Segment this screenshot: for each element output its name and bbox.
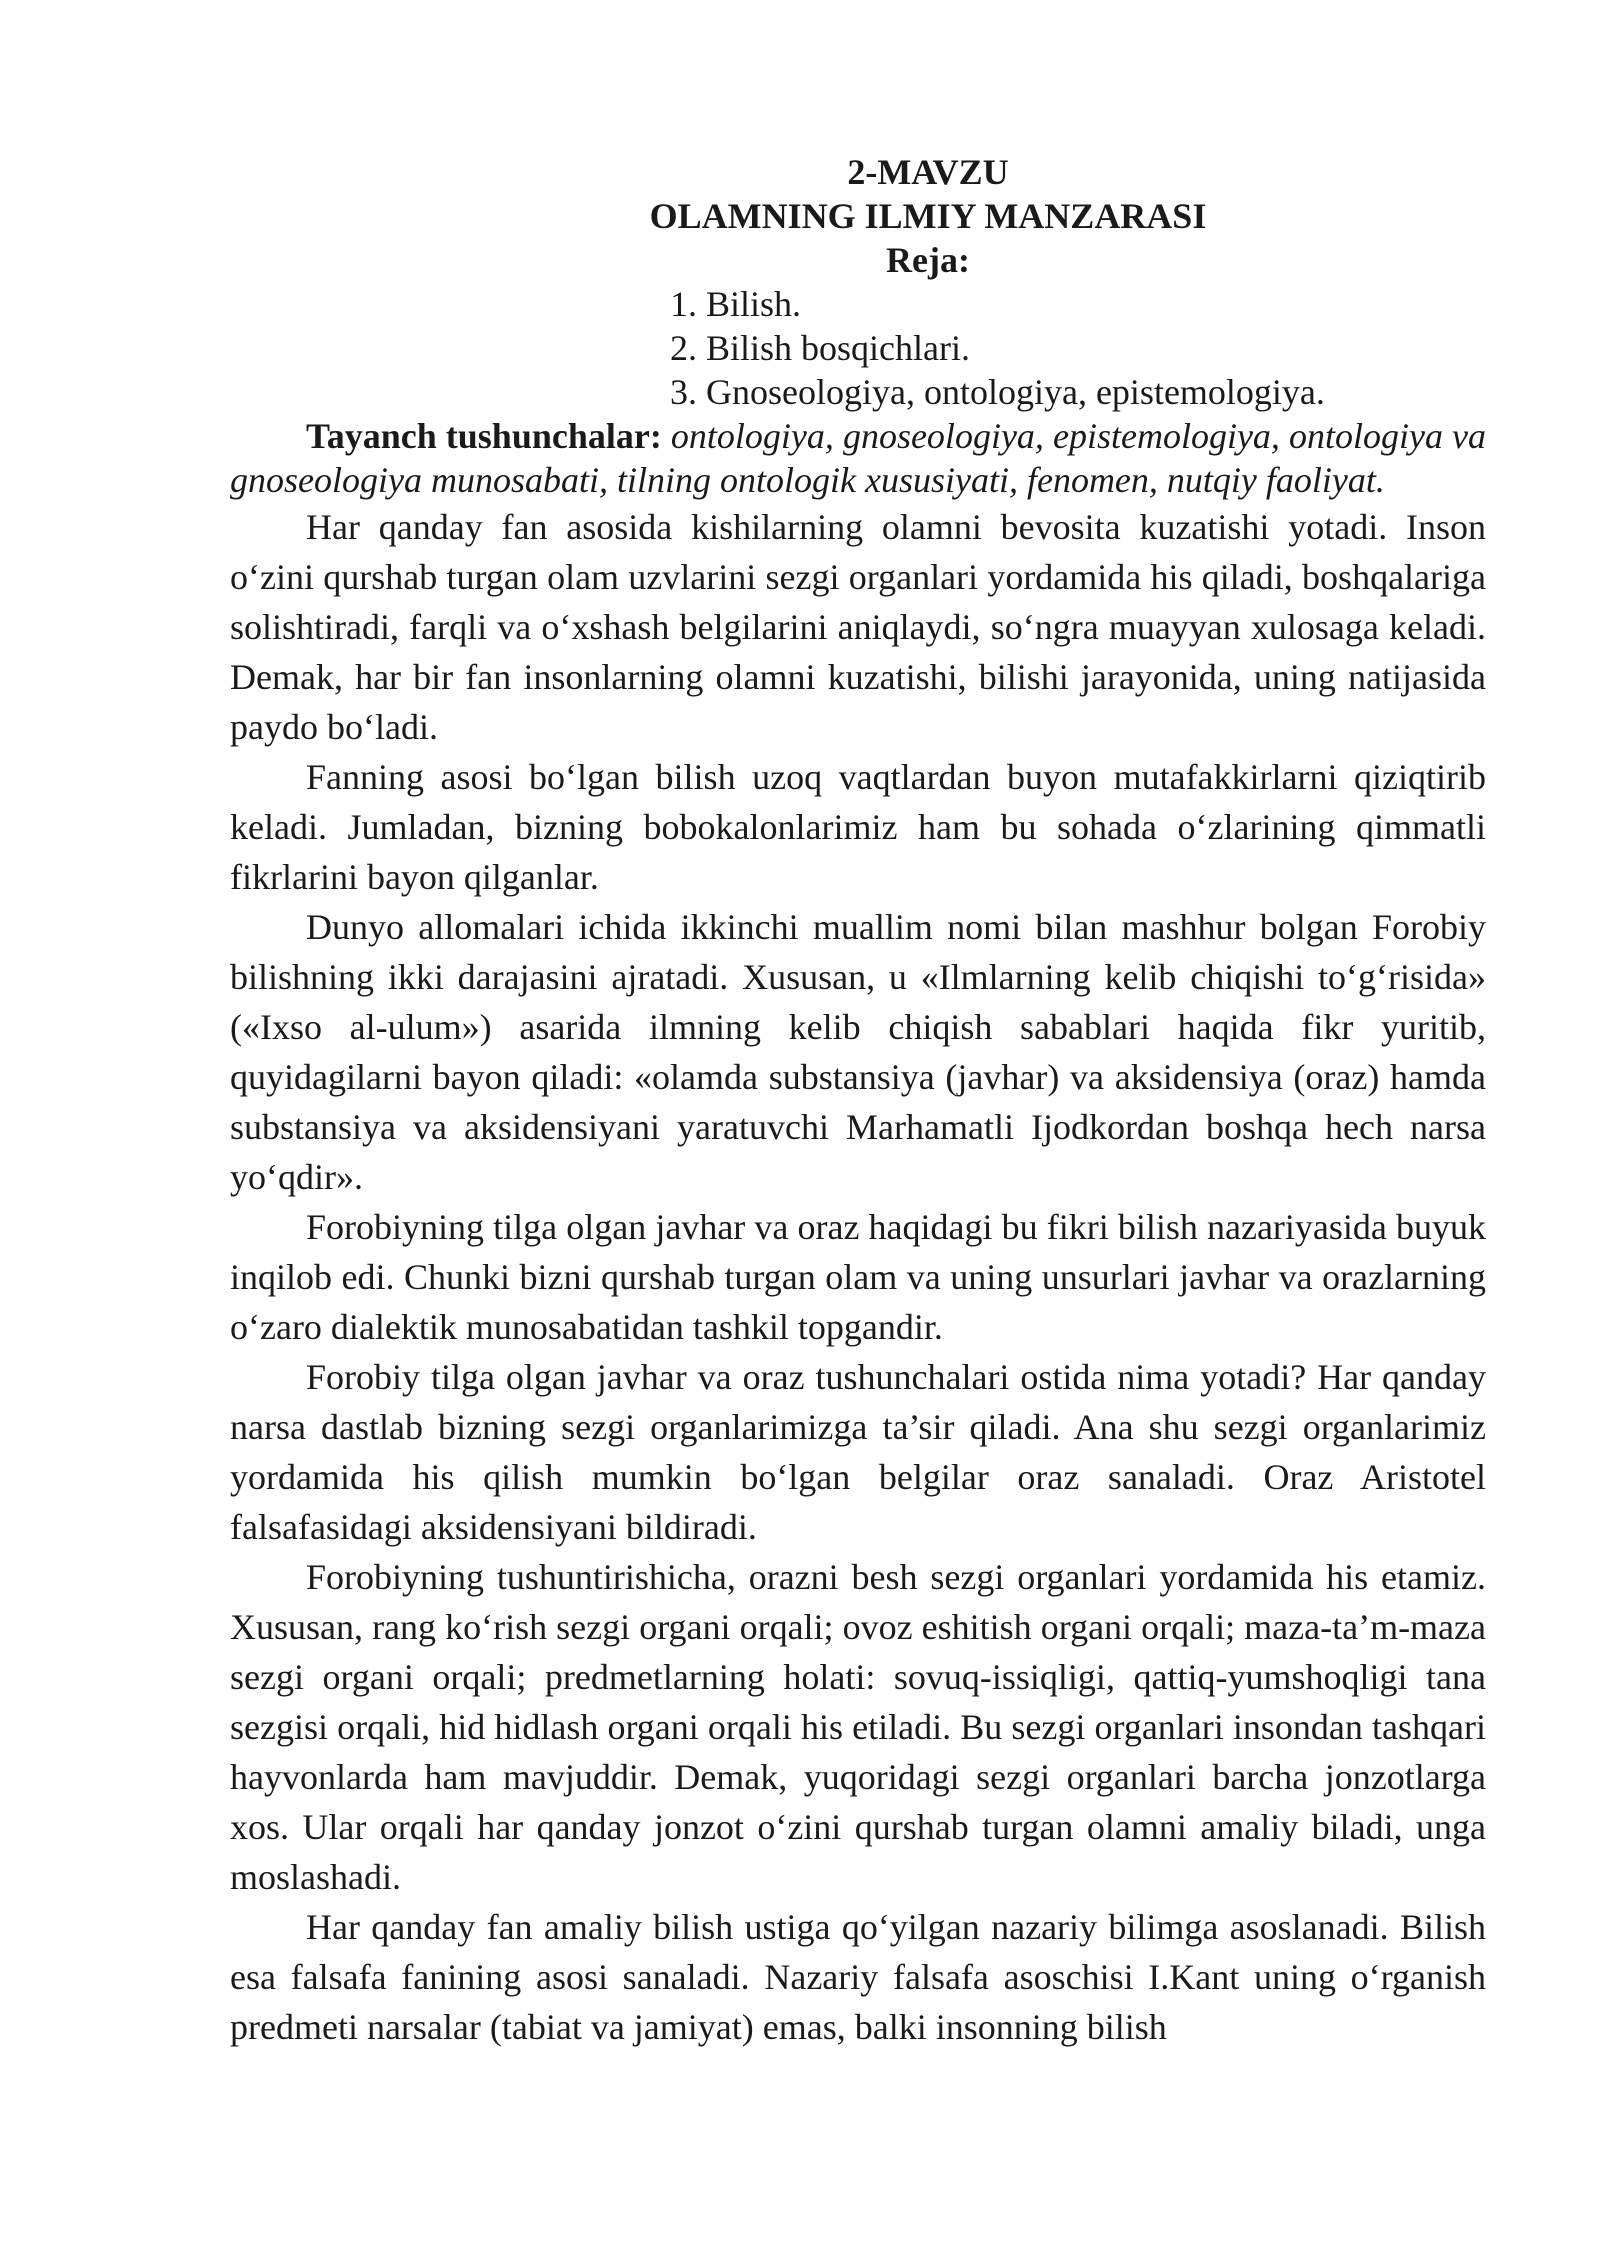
key-concepts-label: Tayanch tushunchalar: [306,416,662,456]
body-paragraph: Har qanday fan amaliy bilish ustiga qo‘yilgan nazariy bilimga asoslanadi. Bilish esa falsafa fanining asosi sanaladi. Nazariy falsafa asoschisi I.Kant uning o‘rganish predmeti narsalar (tabiat va jamiyat) emas, balki insonning bilish [230,1907,1486,2047]
body-paragraph: Forobiyning tilga olgan javhar va oraz haqidagi bu fikri bilish nazariyasida buyuk inqilob edi. Chunki bizni qurshab turgan olam va uning unsurlari javhar va orazlarning o‘zaro dialektik munosabatidan tashkil topgandir. [230,1207,1486,1347]
plan-label: Reja: [886,240,970,280]
topic-number: 2-MAVZU [847,152,1009,192]
plan-list [230,282,1486,414]
body-paragraph: Forobiyning tushuntirishicha, orazni besh sezgi organlari yordamida his etamiz. Xususan, rang ko‘rish sezgi organi orqali; ovoz eshitish organi orqali; maza-ta’m-maza sezgi organi orqali; predmetlarning holati: sovuq-issiqligi, qattiq-yumshoqligi tana sezgisi orqali, hid hidlash organi orqali his etiladi. Bu sezgi organlari insondan tashqari hayvonlarda ham mavjuddir. Demak, yuqoridagi sezgi organlari barcha jonzotlarga xos. Ular orqali har qanday jonzot o‘zini qurshab turgan olamni amaliy biladi, unga moslashadi. [230,1557,1486,1897]
body-paragraph: Dunyo allomalari ichida ikkinchi muallim nomi bilan mashhur bolgan Forobiy bilishning ikki darajasini ajratadi. Xususan, u «Ilmlarning kelib chiqishi to‘g‘risida» («Ixso al-ulum») asarida ilmning kelib chiqish sabablari haqida fikr yuritib, quyidagilarni bayon qiladi: «olamda substansiya (javhar) va aksidensiya (oraz) hamda substansiya va aksidensiyani yaratuvchi Marhamatli Ijodkordan boshqa hech narsa yo‘qdir». [230,907,1486,1197]
plan-item: 2. Bilish bosqichlari. [670,328,970,368]
topic-title: OLAMNING ILMIY MANZARASI [649,196,1207,236]
body-paragraph: Forobiy tilga olgan javhar va oraz tushunchalari ostida nima yotadi? Har qanday narsa dastlab bizning sezgi organlarimizga ta’sir qiladi. Ana shu sezgi organlarimiz yordamida his qilish mumkin bo‘lgan belgilar oraz sanaladi. Oraz Aristotel falsafasidagi aksidensiyani bildiradi. [230,1357,1486,1547]
body-paragraph: Har qanday fan asosida kishilarning olamni bevosita kuzatishi yotadi. Inson o‘zini qurshab turgan olam uzvlarini sezgi organlari yordamida his qiladi, boshqalariga solishtiradi, farqli va o‘xshash belgilarini aniqlaydi, so‘ngra muayyan xulosaga keladi. Demak, har bir fan insonlarning olamni kuzatishi, bilishi jarayonida, uning natijasida paydo bo‘ladi. [230,507,1486,747]
key-concepts-paragraph [230,414,1486,502]
plan-item: 1. Bilish. [670,284,802,324]
body-paragraph: Fanning asosi bo‘lgan bilish uzoq vaqtlardan buyon mutafakkirlarni qiziqtirib keladi. Jumladan, bizning bobokalonlarimiz ham bu sohada o‘zlarining qimmatli fikrlarini bayon qilganlar. [230,757,1486,897]
document-page [230,150,1486,2052]
plan-item: 3. Gnoseologiya, ontologiya, epistemologiya. [670,372,1325,412]
key-concepts-terms: ontologiya, gnoseologiya, epistemologiya, ontologiya va gnoseologiya munosabati, tilning ontologik xususiyati, fenomen, nutqiy faoliyat. [230,416,1487,500]
